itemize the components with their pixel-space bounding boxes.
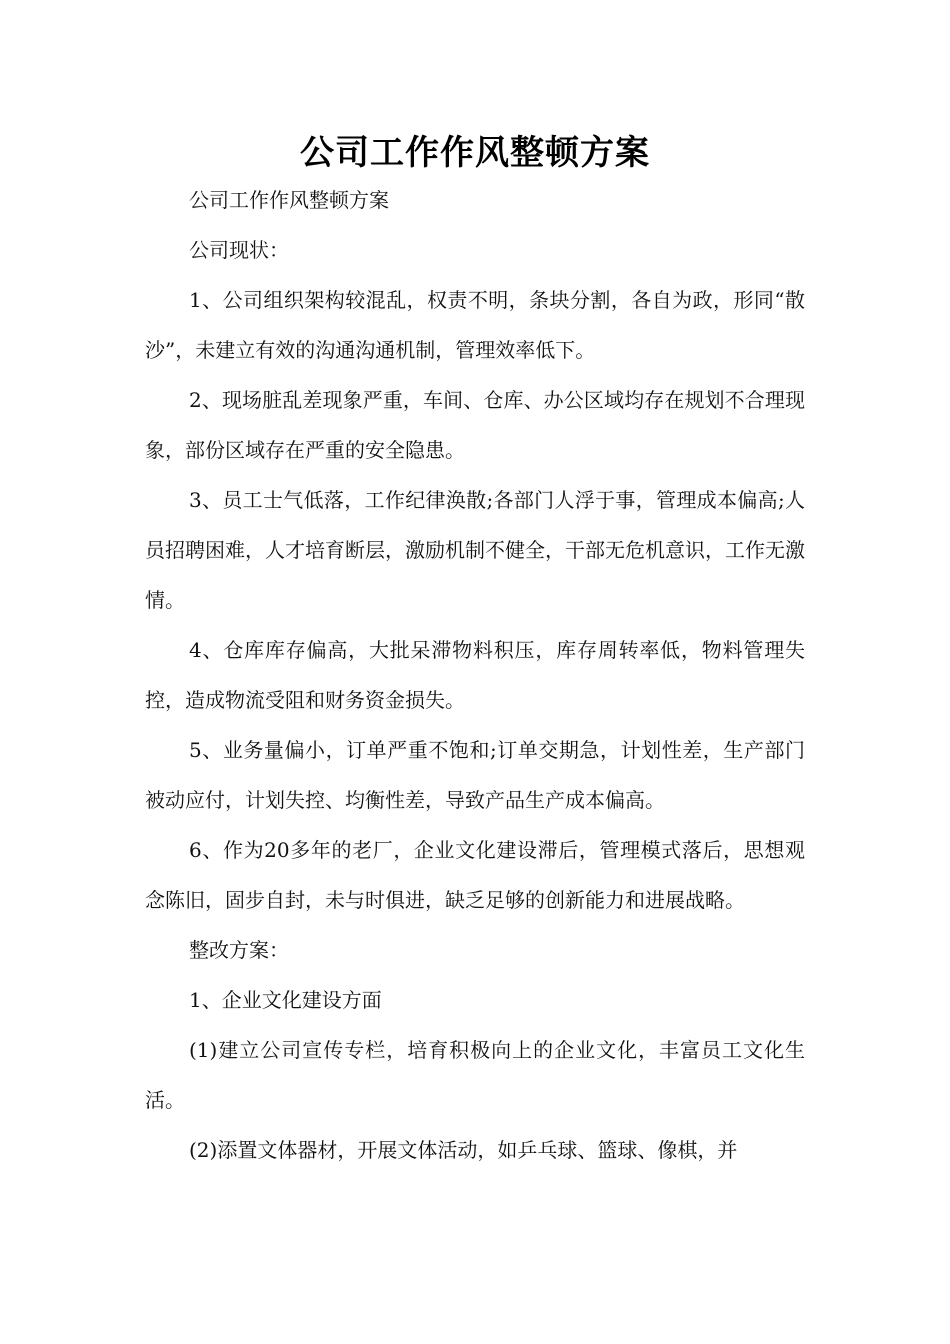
paragraph-plan-1: 1、企业文化建设方面 <box>189 988 382 1012</box>
paragraph-plan-1-item-2: (2)添置文体器材，开展文体活动，如乒乓球、篮球、像棋，并 <box>189 1138 738 1162</box>
paragraph-status-3: 3、员工士气低落，工作纪律涣散;各部门人浮于事，管理成本偏高;人员招聘困难，人才培育断层，激励机制不健全，干部无危机意识，工作无激情。 <box>145 488 805 612</box>
paragraph-subtitle: 公司工作作风整顿方案 <box>189 188 389 212</box>
paragraph-status-1: 1、公司组织架构较混乱，权责不明，条块分割，各自为政，形同“散沙”，未建立有效的沟通沟通机制，管理效率低下。 <box>145 288 805 362</box>
paragraph-plan-heading: 整改方案： <box>189 938 289 962</box>
document-title: 公司工作作风整顿方案 <box>300 133 650 173</box>
paragraph-status-heading: 公司现状： <box>189 238 289 262</box>
paragraph-status-5: 5、业务量偏小，订单严重不饱和;订单交期急，计划性差，生产部门被动应付，计划失控、均衡性差，导致产品生产成本偏高。 <box>145 738 805 812</box>
paragraph-status-2: 2、现场脏乱差现象严重，车间、仓库、办公区域均存在规划不合理现象，部份区域存在严重的安全隐患。 <box>145 388 805 462</box>
document-body <box>145 175 805 1175</box>
paragraph-plan-1-item-1: (1)建立公司宣传专栏，培育积极向上的企业文化，丰富员工文化生活。 <box>145 1038 805 1112</box>
paragraph-status-6: 6、作为20多年的老厂，企业文化建设滞后，管理模式落后，思想观念陈旧，固步自封，未与时俱进，缺乏足够的创新能力和进展战略。 <box>145 838 805 912</box>
paragraph-status-4: 4、仓库库存偏高，大批呆滞物料积压，库存周转率低，物料管理失控，造成物流受阻和财务资金损失。 <box>145 638 805 712</box>
